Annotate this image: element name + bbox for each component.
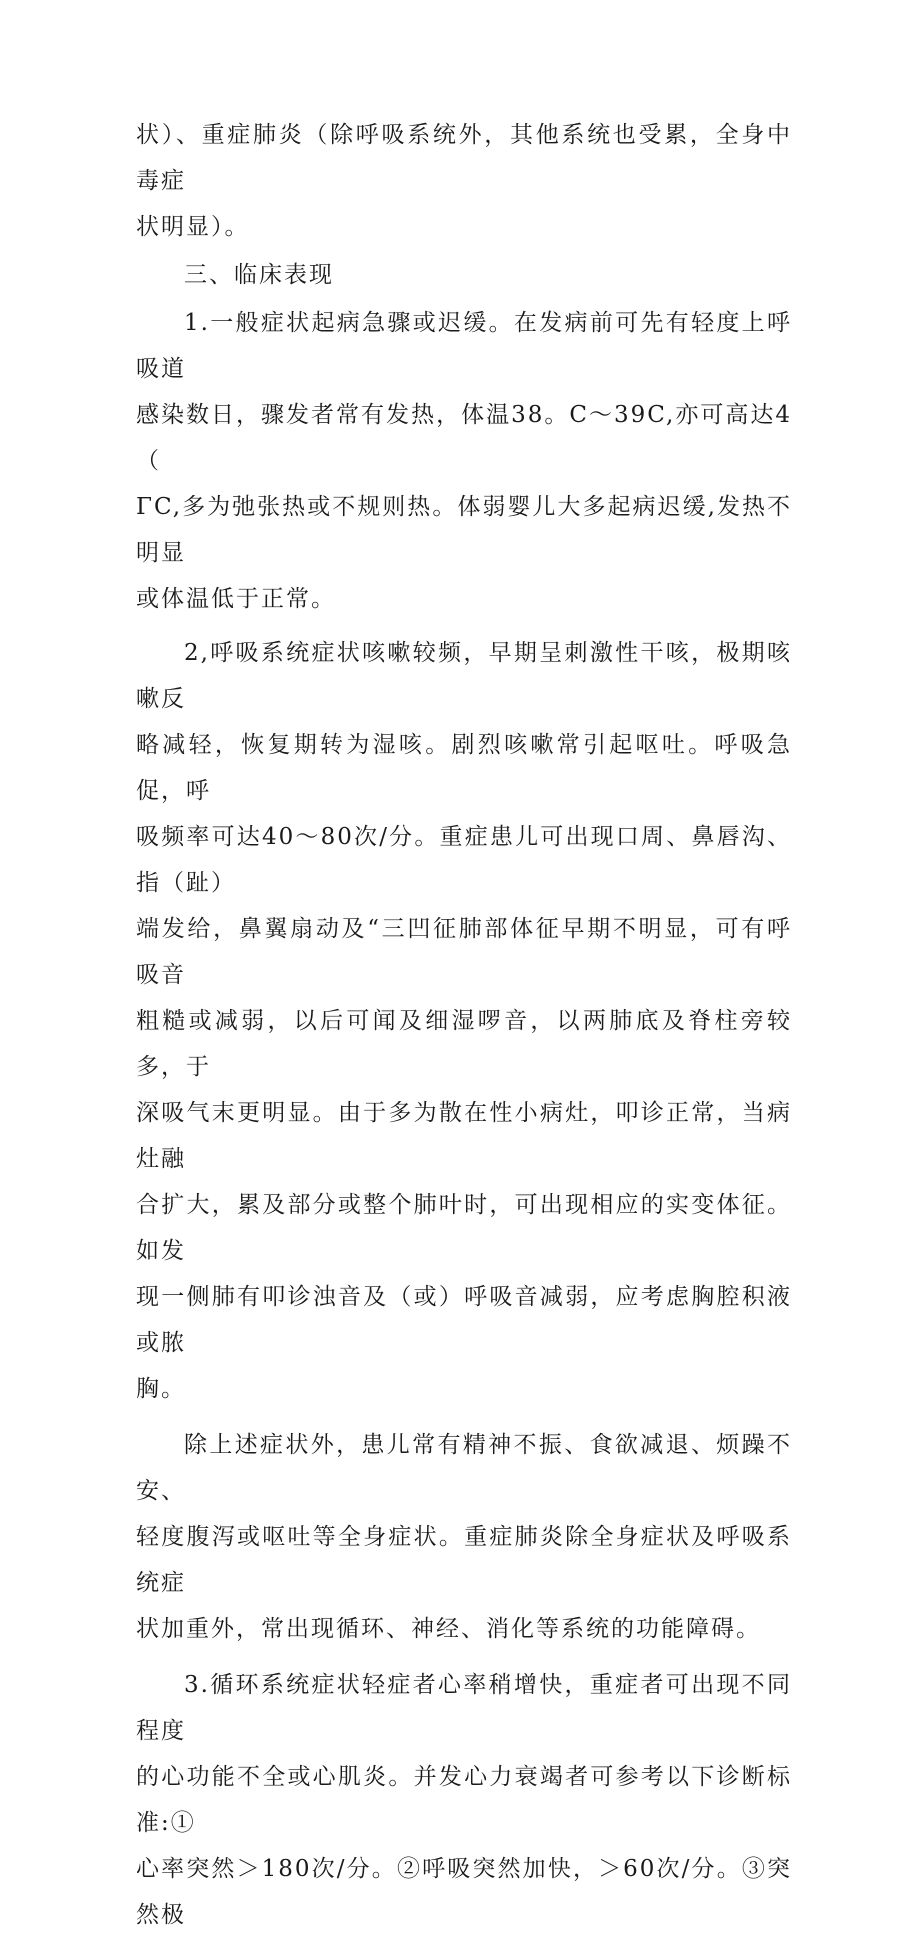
document-body [136,112,792,1938]
paragraph-systemic-symptoms: 除上述症状外，患儿常有精神不振、食欲减退、烦躁不安、 轻度腹泻或呕吐等全身症状。重症肺炎除全身症状及呼吸系统症 状加重外，常出现循环、神经、消化等系统的功能障碍。 [136,1432,792,1642]
paragraph-severe-pneumonia-tail: 状）、重症肺炎（除呼吸系统外，其他系统也受累，全身中毒症 状明显）。 [136,122,792,240]
paragraph-respiratory-symptoms: 2,呼吸系统症状咳嗽较频，早期呈刺激性干咳，极期咳嗽反 略减轻，恢复期转为湿咳。剧烈咳嗽常引起呕吐。呼吸急促，呼 吸频率可达40～80次/分。重症患儿可出现口周、鼻唇沟、指（趾） 端发给，鼻翼扇动及“三凹征肺部体征早期不明显，可有呼吸音 粗糙或减弱，以后可闻及细湿啰音，以两肺底及脊柱旁较多，于 深吸气末更明显。由于多为散在性小病灶，叩诊正常，当病灶融 合扩大，累及部分或整个肺叶时，可出现相应的实变体征。如发 现一侧肺有叩诊浊音及（或）呼吸音减弱，应考虑胸腔积液或脓 胸。 [136,640,792,1402]
section-heading-clinical-manifestations: 三、临床表现 [184,262,334,288]
paragraph-circulatory-symptoms: 3.循环系统症状轻症者心率稍增快，重症者可出现不同程度 的心功能不全或心肌炎。并发心力衰竭者可参考以下诊断标准:① 心率突然＞180次/分。②呼吸突然加快，＞60次/分。③突然极 [136,1672,792,1928]
paragraph-general-symptoms: 1.一般症状起病急骤或迟缓。在发病前可先有轻度上呼吸道 感染数日，骤发者常有发热，体温38。C～39C,亦可高达4（ ΓC,多为弛张热或不规则热。体弱婴儿大多起病迟缓,发热不明显 或体温低于正常。 [136,310,792,612]
